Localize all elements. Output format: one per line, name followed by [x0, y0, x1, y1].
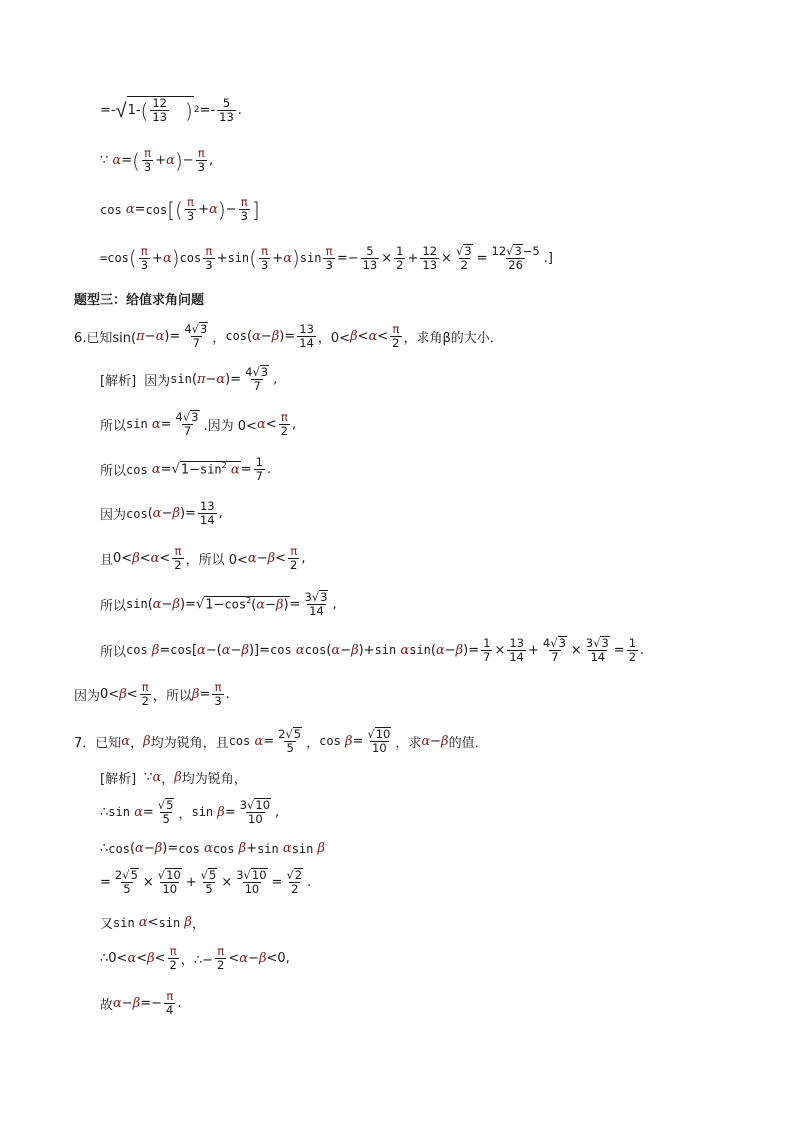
- q7-stem: 7．已知 α ， β 均为锐角，且 cos α = 2√5 5 ， cos β = √10 10 ，求 α − β 的值．: [74, 727, 488, 756]
- q7-line-2: ∴ sin α = √5 5 ， sin β = 3√10 10 ,: [100, 798, 280, 827]
- one-minus: 1-: [127, 102, 141, 118]
- fraction-5-13: 5 13: [219, 95, 234, 124]
- q7-line-3: ∴ cos ( α − β )= cos α cos β + sin α sin β: [100, 841, 326, 856]
- section-title: 题型三：给值求角问题: [74, 293, 205, 308]
- q6-line-4: 因为 cos ( α − β )= 13 14 ,: [100, 499, 223, 528]
- q7-analysis: [解析] ∵ α ， β 均为锐角，: [100, 770, 247, 787]
- line-3: cos α = cos [ ( π 3 + α ) − π 3 ]: [100, 195, 260, 224]
- l1-prefix: =-: [100, 102, 116, 118]
- q6-line-7: 所以 cos β = cos [ α −( α − β )]= cos α cos ( α − β )+ sin α sin ( α − β )= 1 7 × 13 14 + 4√3 7 × 3√3 14 = 1 2 .: [100, 635, 645, 665]
- q7-line-6: ∴0< α < β < π 2 ，∴− π 2 < α − β <0,: [100, 944, 290, 973]
- line-2: ∵ α = ( π 3 + α ) − π 3 ,: [100, 146, 214, 175]
- q7-conclusion: 故 α − β =− π 4 .: [100, 989, 182, 1018]
- fraction-12-13: 12 13: [152, 96, 167, 125]
- q6-line-6: 所以 sin ( α − β )=√ $1-\cos^2(\alpha-\beta)$ = 3√3 14 ,: [100, 590, 337, 619]
- q6-analysis-1: [解析] 因为 sin ( π − α )= 4√3 7 ,: [100, 365, 278, 394]
- q6-line-5: 且 0< β < α < π 2 ，所以 0< α − β < π 2 ,: [100, 544, 306, 573]
- line-4: =cos ( π 3 + α ) cos π 3 + sin ( π 3 + α ) sin π 3 =− 5 13 × 1 2 + 12 13 × √3 2 = 12√3−5 26 .]: [100, 243, 553, 273]
- q7-line-4: = 2√5 5 × √10 10 + √5 5 × 3√10 10 = √2 2 .: [100, 868, 312, 897]
- q6-stem: 6.已知sin( π − α )= 4√3 7 ， cos ( α − β )= 13 14 ，0< β < α < π 2 ，求角β的大小．: [74, 321, 503, 351]
- q6-line-3: 所以 cos α =√ $1-\sin^2$ α = 1 7 .: [100, 455, 272, 484]
- q7-line-5: 又 sin α < sin β ，: [100, 915, 205, 932]
- q6-conclusion: 因为 0< β < π 2 ，所以 β = π 3 .: [74, 680, 230, 709]
- line-1: =- √ 1- ( 12 13 ) 2 =- 5 13 .: [100, 95, 242, 125]
- q6-line-2: 所以 sin α = 4√3 7 .因为 0< α < π 2 ,: [100, 409, 297, 439]
